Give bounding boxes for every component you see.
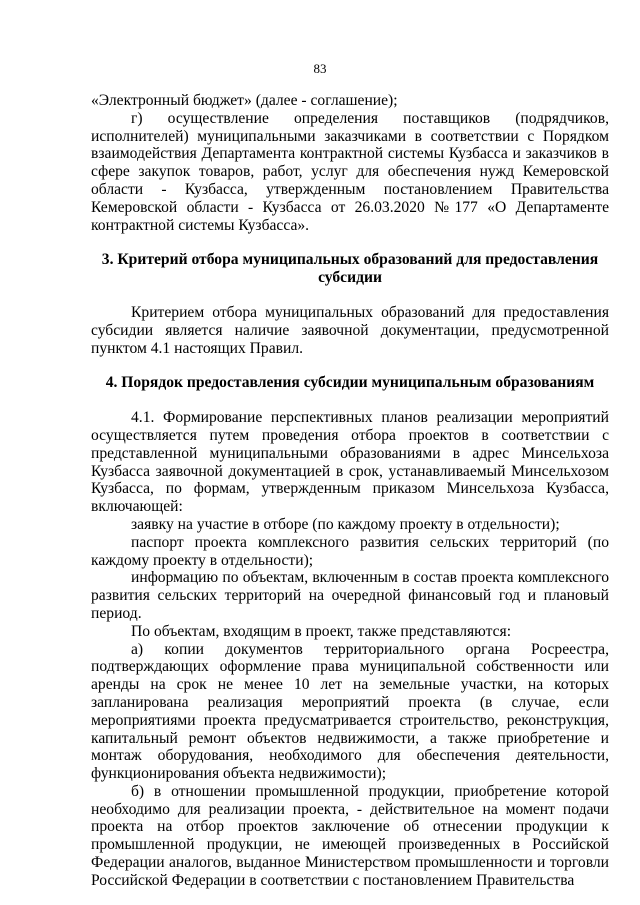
- section-heading-3: 3. Критерий отбора муниципальных образований для предоставления субсидии: [101, 251, 599, 287]
- paragraph: г) осуществление определения поставщиков (подрядчиков, исполнителей) муниципальными заказчиками в соответствии с Порядком взаимодействия Департамента контрактной системы Кузбасса и заказчиков в сфере закупок товаров, работ, услуг для обеспечения нужд Кемеровской области - Кузбасса, утвержденным постановлением Правительства Кемеровской области - Кузбасса от 26.03.2020 №177 «О Департаменте контрактной системы Кузбасса».: [91, 109, 609, 234]
- page-number: 83: [313, 61, 327, 76]
- document-body: [91, 92, 609, 890]
- paragraph: информацию по объектам, включенным в состав проекта комплексного развития сельских территорий на очередной финансовый год и плановый период.: [91, 569, 609, 622]
- paragraph: заявку на участие в отборе (по каждому проекту в отдельности);: [131, 515, 560, 533]
- section-heading-4: 4. Порядок предоставления субсидии муниципальным образованиям: [105, 374, 595, 392]
- paragraph: б) в отношении промышленной продукции, приобретение которой необходимо для реализации проекта, - действительное на момент подачи проекта на отбор проектов заключение об отнесении продукции к промышленной продукции, не имеющей произведенных в Российской Федерации аналогов, выданное Министерством промышленности и торговли Российской Федерации в соответствии с постановлением Правительства: [91, 782, 609, 889]
- paragraph: По объектам, входящим в проект, также представляются:: [131, 622, 512, 640]
- paragraph: Критерием отбора муниципальных образований для предоставления субсидии является наличие заявочной документации, предусмотренной пунктом 4.1 настоящих Правил.: [91, 303, 609, 357]
- paragraph: паспорт проекта комплексного развития сельских территорий (по каждому проекту в отдельности);: [91, 533, 609, 569]
- paragraph: 4.1. Формирование перспективных планов реализации мероприятий осуществляется путем проведения отбора проектов в соответствии с представленной муниципальными образованиями в адрес Минсельхоза Кузбасса заявочной документацией в срок, устанавливаемый Минсельхозом Кузбасса, по формам, утвержденным приказом Минсельхоза Кузбасса, включающей:: [91, 409, 609, 516]
- paragraph: «Электронный бюджет» (далее - соглашение);: [91, 92, 398, 109]
- paragraph: а) копии документов территориального органа Росреестра, подтверждающих оформление права муниципальной собственности или аренды на срок не менее 10 лет на земельные участки, на которых запланирована реализация мероприятий проекта (в случае, если мероприятиями проекта предусматривается строительство, реконструкция, капитальный ремонт объектов недвижимости, а также приобретение и монтаж оборудования, необходимого для обеспечения деятельности, функционирования объекта недвижимости);: [91, 640, 609, 783]
